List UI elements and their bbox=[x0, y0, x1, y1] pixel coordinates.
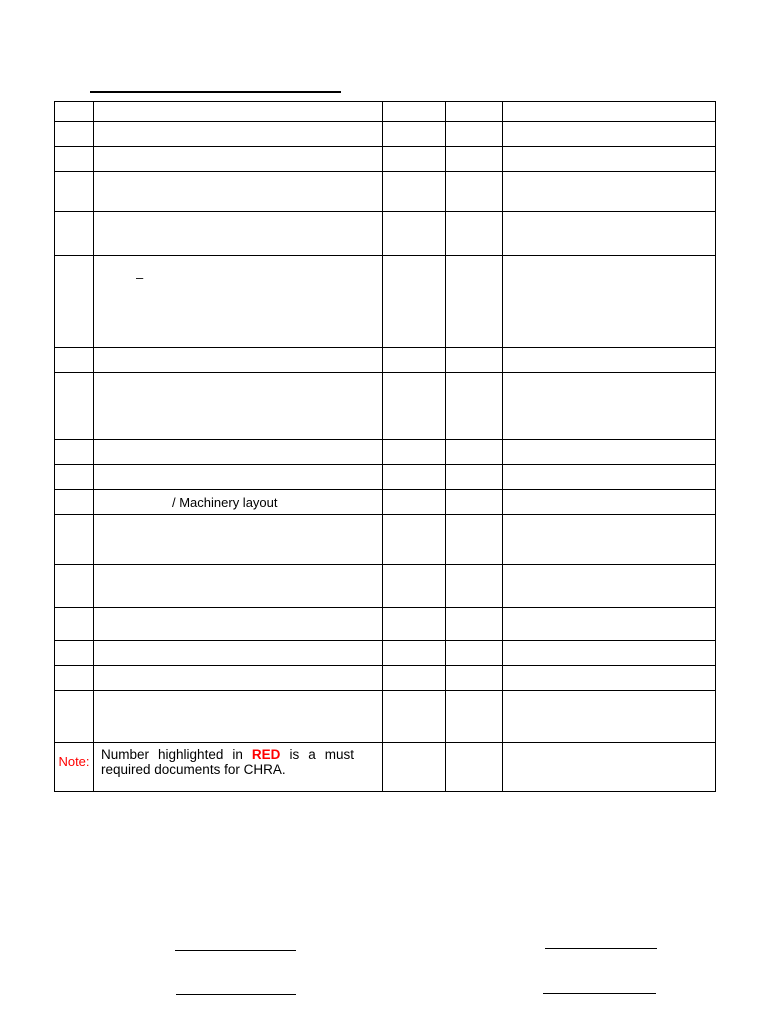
note-red-highlight: RED bbox=[251, 747, 281, 762]
remarks-cell bbox=[503, 122, 716, 147]
table-row bbox=[55, 666, 716, 691]
remarks-cell bbox=[503, 691, 716, 743]
remarks-cell bbox=[503, 147, 716, 172]
row-description bbox=[94, 373, 382, 379]
column-4-cell bbox=[446, 348, 503, 373]
row-number-cell bbox=[55, 172, 94, 212]
description-cell bbox=[94, 515, 383, 565]
column-4-cell bbox=[446, 256, 503, 348]
row-number-cell bbox=[55, 641, 94, 666]
row-number-cell bbox=[55, 256, 94, 348]
signature-line-left-1 bbox=[175, 950, 296, 951]
row-description bbox=[94, 172, 382, 178]
row-description bbox=[94, 147, 382, 153]
column-3-cell bbox=[383, 373, 446, 440]
column-4-cell bbox=[446, 691, 503, 743]
description-cell bbox=[94, 348, 383, 373]
note-text-cell bbox=[94, 743, 383, 792]
column-4-cell bbox=[446, 102, 503, 122]
remarks-cell bbox=[503, 373, 716, 440]
table-body bbox=[55, 102, 716, 792]
row-description bbox=[94, 122, 382, 128]
row-description bbox=[94, 440, 382, 446]
column-3-cell bbox=[383, 490, 446, 515]
column-3-cell bbox=[383, 172, 446, 212]
remarks-cell bbox=[503, 102, 716, 122]
note-text bbox=[94, 743, 382, 777]
column-4-cell bbox=[446, 212, 503, 256]
row-number-cell bbox=[55, 102, 94, 122]
row-number-cell bbox=[55, 691, 94, 743]
column-4-cell bbox=[446, 373, 503, 440]
table-row bbox=[55, 256, 716, 348]
remarks-cell bbox=[503, 256, 716, 348]
remarks-cell bbox=[503, 465, 716, 490]
table-row bbox=[55, 348, 716, 373]
remarks-cell bbox=[503, 515, 716, 565]
row-number-cell bbox=[55, 440, 94, 465]
table-row bbox=[55, 122, 716, 147]
row-number-cell bbox=[55, 608, 94, 641]
column-3-cell bbox=[383, 256, 446, 348]
signature-line-right-1 bbox=[545, 948, 657, 949]
column-3-cell bbox=[383, 641, 446, 666]
table-row bbox=[55, 373, 716, 440]
row-number-cell bbox=[55, 348, 94, 373]
row-description bbox=[94, 641, 382, 647]
remarks-cell bbox=[503, 608, 716, 641]
remarks-cell bbox=[503, 666, 716, 691]
row-number-cell bbox=[55, 565, 94, 608]
column-4-cell bbox=[446, 515, 503, 565]
documents-table bbox=[54, 101, 716, 792]
column-3-cell bbox=[383, 465, 446, 490]
row-description bbox=[94, 515, 382, 521]
row-description bbox=[94, 102, 382, 108]
column-4-cell bbox=[446, 743, 503, 792]
remarks-cell bbox=[503, 641, 716, 666]
column-4-cell bbox=[446, 122, 503, 147]
row-number-cell bbox=[55, 373, 94, 440]
table-row bbox=[55, 212, 716, 256]
column-3-cell bbox=[383, 102, 446, 122]
signature-line-right-2 bbox=[543, 993, 656, 994]
column-4-cell bbox=[446, 490, 503, 515]
row-description bbox=[94, 666, 382, 672]
row-description bbox=[94, 608, 382, 614]
description-cell bbox=[94, 666, 383, 691]
note-label: Note: bbox=[58, 754, 90, 769]
row-description bbox=[94, 691, 382, 697]
table-row bbox=[55, 565, 716, 608]
row-description bbox=[94, 256, 382, 262]
title-underline bbox=[90, 91, 341, 93]
description-cell bbox=[94, 641, 383, 666]
note-label-cell bbox=[55, 743, 94, 792]
description-cell bbox=[94, 440, 383, 465]
column-3-cell bbox=[383, 348, 446, 373]
table-row bbox=[55, 172, 716, 212]
description-cell bbox=[94, 122, 383, 147]
description-cell bbox=[94, 691, 383, 743]
row-number-cell bbox=[55, 666, 94, 691]
column-4-cell bbox=[446, 172, 503, 212]
column-3-cell bbox=[383, 212, 446, 256]
signature-line-left-2 bbox=[176, 994, 296, 995]
note-row bbox=[55, 743, 716, 792]
row-description bbox=[94, 212, 382, 218]
column-4-cell bbox=[446, 666, 503, 691]
column-3-cell bbox=[383, 666, 446, 691]
table-row bbox=[55, 608, 716, 641]
remarks-cell bbox=[503, 743, 716, 792]
column-4-cell bbox=[446, 565, 503, 608]
table-row bbox=[55, 691, 716, 743]
table-row bbox=[55, 147, 716, 172]
row-number-cell bbox=[55, 515, 94, 565]
description-cell bbox=[94, 373, 383, 440]
row-description bbox=[94, 465, 382, 471]
remarks-cell bbox=[503, 172, 716, 212]
column-3-cell bbox=[383, 122, 446, 147]
row-number-cell bbox=[55, 147, 94, 172]
column-3-cell bbox=[383, 440, 446, 465]
remarks-cell bbox=[503, 490, 716, 515]
column-3-cell bbox=[383, 608, 446, 641]
remarks-cell bbox=[503, 440, 716, 465]
column-4-cell bbox=[446, 440, 503, 465]
table-row bbox=[55, 515, 716, 565]
description-cell bbox=[94, 465, 383, 490]
row-number-cell bbox=[55, 465, 94, 490]
table-row bbox=[55, 102, 716, 122]
remarks-cell bbox=[503, 565, 716, 608]
description-cell bbox=[94, 256, 383, 348]
dash-mark: – bbox=[136, 270, 144, 285]
column-3-cell bbox=[383, 515, 446, 565]
description-cell bbox=[94, 212, 383, 256]
table-row bbox=[55, 440, 716, 465]
description-cell bbox=[94, 102, 383, 122]
table-row bbox=[55, 490, 716, 515]
row-number-cell bbox=[55, 212, 94, 256]
column-3-cell bbox=[383, 147, 446, 172]
description-cell bbox=[94, 490, 383, 515]
row-description: / Machinery layout bbox=[172, 495, 278, 510]
column-4-cell bbox=[446, 147, 503, 172]
note-text-before: Number highlighted in bbox=[101, 747, 243, 762]
row-description bbox=[94, 348, 382, 354]
description-cell bbox=[94, 172, 383, 212]
row-number-cell bbox=[55, 490, 94, 515]
remarks-cell bbox=[503, 212, 716, 256]
column-4-cell bbox=[446, 465, 503, 490]
table-row bbox=[55, 641, 716, 666]
description-cell bbox=[94, 565, 383, 608]
note-text-after: is a must required documents for CHRA. bbox=[101, 747, 354, 777]
column-3-cell bbox=[383, 691, 446, 743]
column-4-cell bbox=[446, 641, 503, 666]
column-3-cell bbox=[383, 565, 446, 608]
description-cell bbox=[94, 147, 383, 172]
row-number-cell bbox=[55, 122, 94, 147]
column-4-cell bbox=[446, 608, 503, 641]
table-row bbox=[55, 465, 716, 490]
row-description bbox=[94, 565, 382, 571]
description-cell bbox=[94, 608, 383, 641]
column-3-cell bbox=[383, 743, 446, 792]
remarks-cell bbox=[503, 348, 716, 373]
